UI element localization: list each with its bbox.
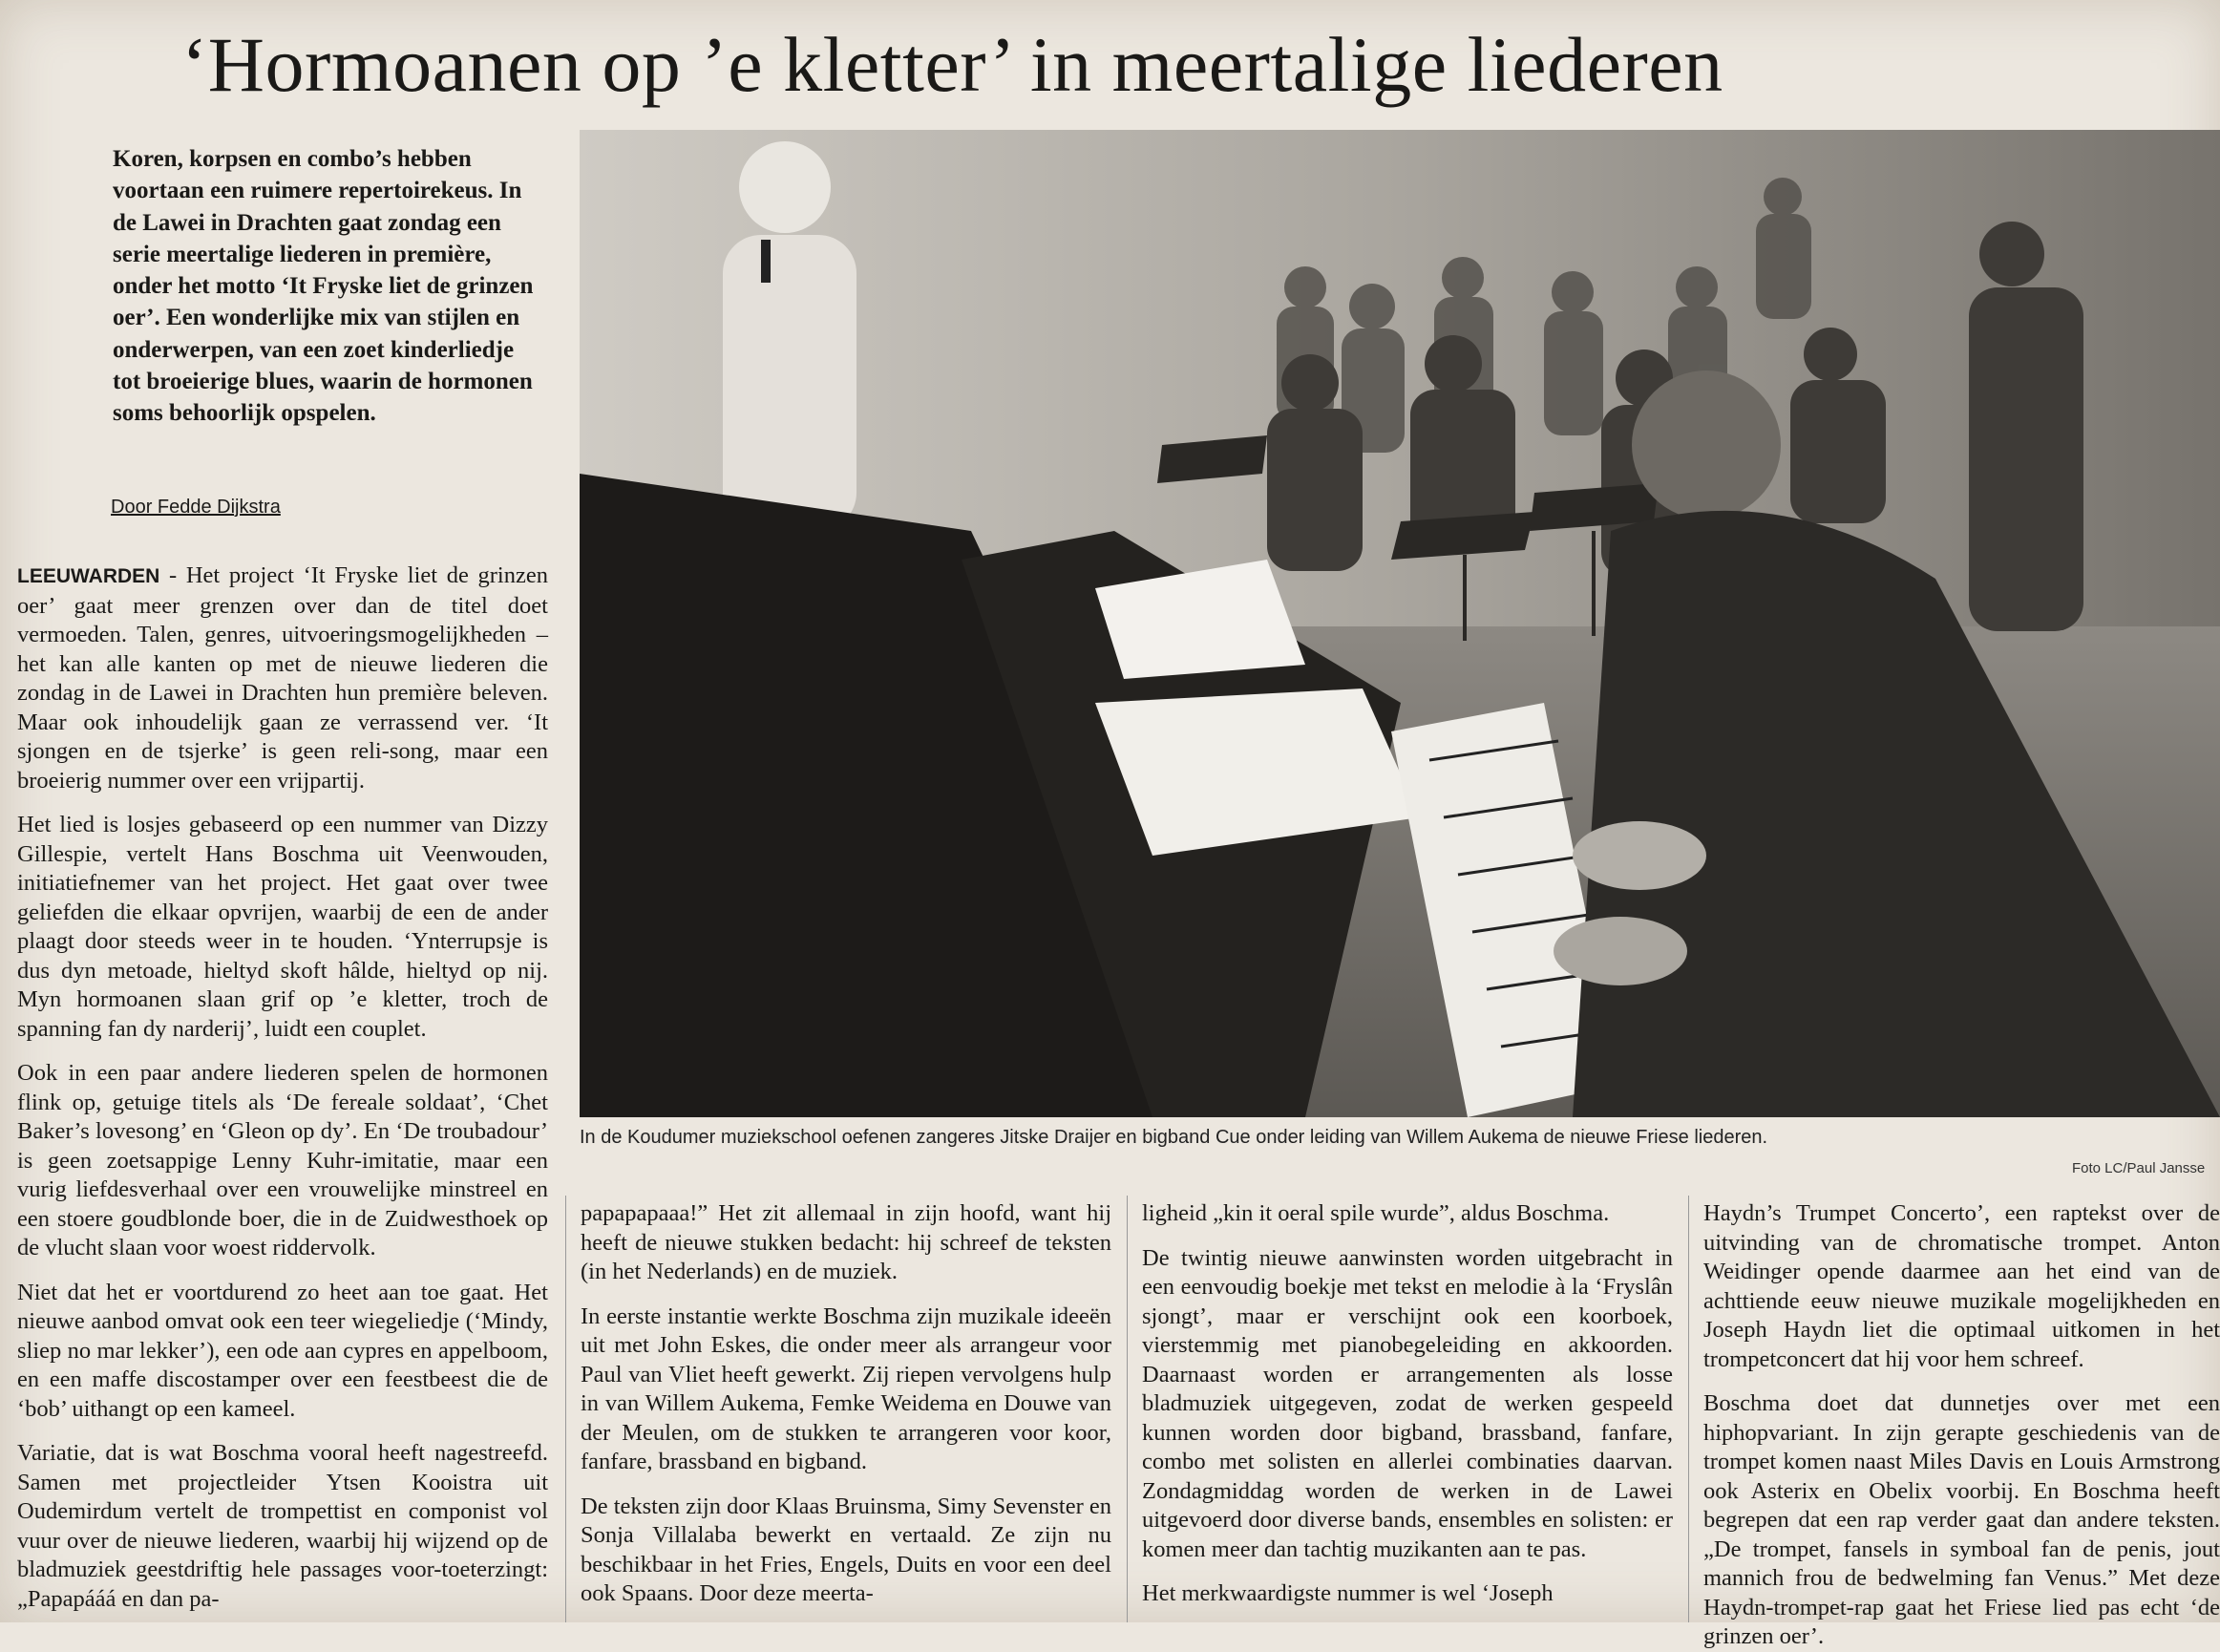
column-4	[1703, 1199, 2220, 1649]
paragraph: papapapaaa!” Het zit allemaal in zijn hoofd, want hij heeft de nieuwe stukken bedacht: hij schreef de teksten (in het Nederlands) en de muziek.	[581, 1200, 1111, 1284]
paragraph: De twintig nieuwe aanwinsten worden uitgebracht in een eenvoudig boekje met tekst en melodie à la ‘Fryslân sjongt’, maar er verschijnt ook een koorboek, vierstemmig met pianobegeleiding en akkoorden. Daarnaast worden er arrangementen als losse bladmuziek uitgegeven, zodat de werken gespeeld kunnen worden door bigband, brassband, fanfare, combo met solisten en allerlei combinaties daarvan. Zondagmiddag worden de werken in de Lawei uitgevoerd door diverse bands, ensembles en solisten: er komen meer dan tachtig muzikanten aan te pas.	[1142, 1244, 1673, 1562]
column-1	[17, 561, 548, 1618]
paragraph: Variatie, dat is wat Boschma vooral heeft nagestreefd. Samen met projectleider Ytsen Kooistra uit Oudemirdum vertelt de trompettist en componist vol vuur over de nieuwe liederen, waarbij hij wijzend op de bladmuziek geestdriftig hele passages voor-toeterzingt: „Papapááá en dan pa-	[17, 1440, 548, 1612]
paragraph: De teksten zijn door Klaas Bruinsma, Simy Sevenster en Sonja Villalaba bewerkt en vertaald. Ze zijn nu beschikbaar in het Fries, Engels, Duits en voor een deel ook Spaans. Door deze meerta-	[581, 1493, 1111, 1606]
lead-paragraph: Koren, korpsen en combo’s hebben voortaan een ruimere repertoirekeus. In de Lawei in Drachten gaat zondag een serie meertalige liederen in première, onder het motto ‘It Fryske liet de grinzen oer’. Een wonderlijke mix van stijlen en onderwerpen, van een zoet kinderliedje tot broeierige blues, waarin de hormonen soms behoorlijk opspelen.	[113, 146, 534, 427]
column-divider	[1688, 1196, 1689, 1622]
paragraph	[17, 561, 548, 795]
paragraph: Niet dat het er voortdurend zo heet aan toe gaat. Het nieuwe aanbod omvat ook een teer wiegeliedje (‘Mindy, sliep no mar lekker’), een ode aan cypres en appelboom, en een maffe discostamper over een feestbeest die de ‘bob’ uithangt op een kameel.	[17, 1279, 548, 1422]
photo-credit: Foto LC/Paul Jansse	[2072, 1160, 2206, 1176]
paragraph: Haydn’s Trumpet Concerto’, een raptekst over de uitvinding van de chromatische trompet. Anton Weidinger opende daarmee aan het eind van de achttiende eeuw nieuwe muzikale mogelijkheden en Joseph Haydn liet die optimaal uitkomen in het trompetconcert dat hij voor hem schreef.	[1703, 1200, 2220, 1372]
column-3	[1142, 1199, 1673, 1620]
paragraph: Het lied is losjes gebaseerd op een nummer van Dizzy Gillespie, vertelt Hans Boschma uit Veenwouden, initiatiefnemer van het project. Het gaat over twee geliefden die elkaar opvrijen, waarbij de een de ander plaagt door steeds weer in te houden. ‘Ynterrupsje is dus dyn metoade, hieltyd skoft hâlde, hieltyd op nij. Myn hormoanen slaan grif op ’e kletter, troch de spanning fan dy narderij’, luidt een couplet.	[17, 812, 548, 1042]
paragraph: In eerste instantie werkte Boschma zijn muzikale ideeën uit met John Eskes, die onder meer als arrangeur voor Paul van Vliet heeft gewerkt. Zij riepen vervolgens hulp in van Willem Aukema, Femke Weidema en Douwe van der Meulen, om de stukken te arrangeren voor koor, fanfare, brassband en bigband.	[581, 1303, 1111, 1474]
paragraph: Boschma doet dat dunnetjes over met een hiphopvariant. In zijn gerapte geschiedenis van de trompet komen naast Miles Davis en Louis Armstrong ook Asterix en Obelix voorbij. En Boschma heeft begrepen dat een rap verder gaat dan andere teksten. „De trompet, fansels in symboal fan de penis, jout mannich frou de bedwelming fan Venus.” Met deze Haydn-trompet-rap gaat het Friese lied pas echt ‘de grinzen oer’.	[1703, 1390, 2220, 1649]
paragraph: Ook in een paar andere liederen spelen de hormonen flink op, getuige titels als ‘De fereale soldaat’, ‘Chet Baker’s lovesong’ en ‘Gleon op dy’. En ‘De troubadour’ is geen zoetsappige Lenny Kuhr-imitatie, maar een vurig liefdesverhaal over een vrouwelijke minstreel en een stoere goudblonde boer, die in de Zuidwesthoek op de vlucht slaan voor woest riddervolk.	[17, 1060, 548, 1260]
paragraph-text: - Het project ‘It Fryske liet de grinzen oer’ gaat meer grenzen over dan de titel doet vermoeden. Talen, genres, uitvoeringsmogelijkheden – het kan alle kanten op met de nieuwe liederen die zondag in de Lawei in Drachten hun première beleven. Maar ook inhoudelijk gaan ze verrassend ver. ‘It sjongen en de tsjerke’ is geen reli-song, maar een broeierig nummer over een vrijpartij.	[17, 562, 548, 794]
photo-caption: In de Koudumer muziekschool oefenen zangeres Jitske Draijer en bigband Cue onder leiding van Willem Aukema de nieuwe Friese liederen.	[580, 1127, 1768, 1148]
byline: Door Fedde Dijkstra	[111, 497, 281, 518]
photo-illustration	[580, 130, 2220, 1117]
paragraph: ligheid „kin it oeral spile wurde”, aldus Boschma.	[1142, 1200, 1610, 1226]
rehearsal-photo	[580, 130, 2220, 1117]
headline: ‘Hormoanen op ’e kletter’ in meertalige liederen	[181, 21, 1723, 108]
paragraph: Het merkwaardigste nummer is wel ‘Joseph	[1142, 1580, 1554, 1606]
column-2	[581, 1199, 1111, 1620]
column-divider	[565, 1196, 566, 1622]
column-divider	[1127, 1196, 1128, 1622]
dateline: LEEUWARDEN	[17, 565, 160, 587]
